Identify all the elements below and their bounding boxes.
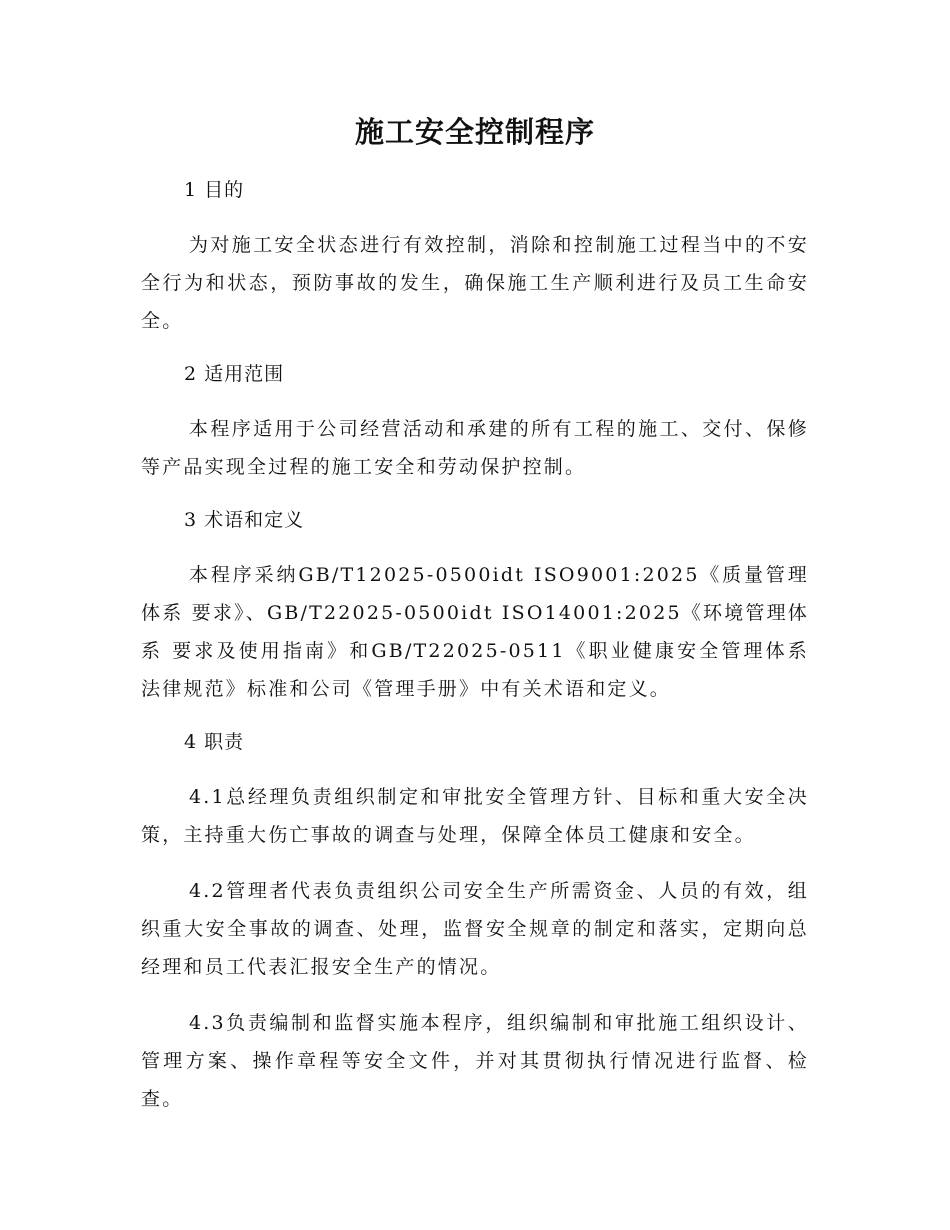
section-heading-responsibilities: 4 职责 xyxy=(184,731,245,753)
document-body xyxy=(141,112,809,1136)
paragraph-purpose: 为对施工安全状态进行有效控制，消除和控制施工过程当中的不安全行为和状态，预防事故的发生，确保施工生产顺利进行及员工生命安全。 xyxy=(141,234,809,332)
section-heading-terms: 3 术语和定义 xyxy=(184,509,305,531)
paragraph-responsibility-4-2: 4.2管理者代表负责组织公司安全生产所需资金、人员的有效，组织重大安全事故的调查、处理，监督安全规章的制定和落实，定期向总经理和员工代表汇报安全生产的情况。 xyxy=(141,880,809,978)
paragraph-scope: 本程序适用于公司经营活动和承建的所有工程的施工、交付、保修等产品实现全过程的施工安全和劳动保护控制。 xyxy=(141,418,809,478)
paragraph-responsibility-4-1: 4.1总经理负责组织制定和审批安全管理方针、目标和重大安全决策，主持重大伤亡事故的调查与处理，保障全体员工健康和安全。 xyxy=(141,786,809,846)
paragraph-responsibility-4-3: 4.3负责编制和监督实施本程序，组织编制和审批施工组织设计、管理方案、操作章程等安全文件，并对其贯彻执行情况进行监督、检查。 xyxy=(141,1012,809,1110)
paragraph-terms: 本程序采纳GB/T12025-0500idt ISO9001:2025《质量管理体系 要求》、GB/T22025-0500idt ISO14001:2025《环境管理体系 要求及使用指南》和GB/T22025-0511《职业健康安全管理体系 法律规范》标准和公司《管理手册》中有关术语和定义。 xyxy=(141,564,809,700)
section-heading-purpose: 1 目的 xyxy=(184,179,245,201)
document-title: 施工安全控制程序 xyxy=(354,115,595,149)
section-heading-scope: 2 适用范围 xyxy=(184,363,285,385)
